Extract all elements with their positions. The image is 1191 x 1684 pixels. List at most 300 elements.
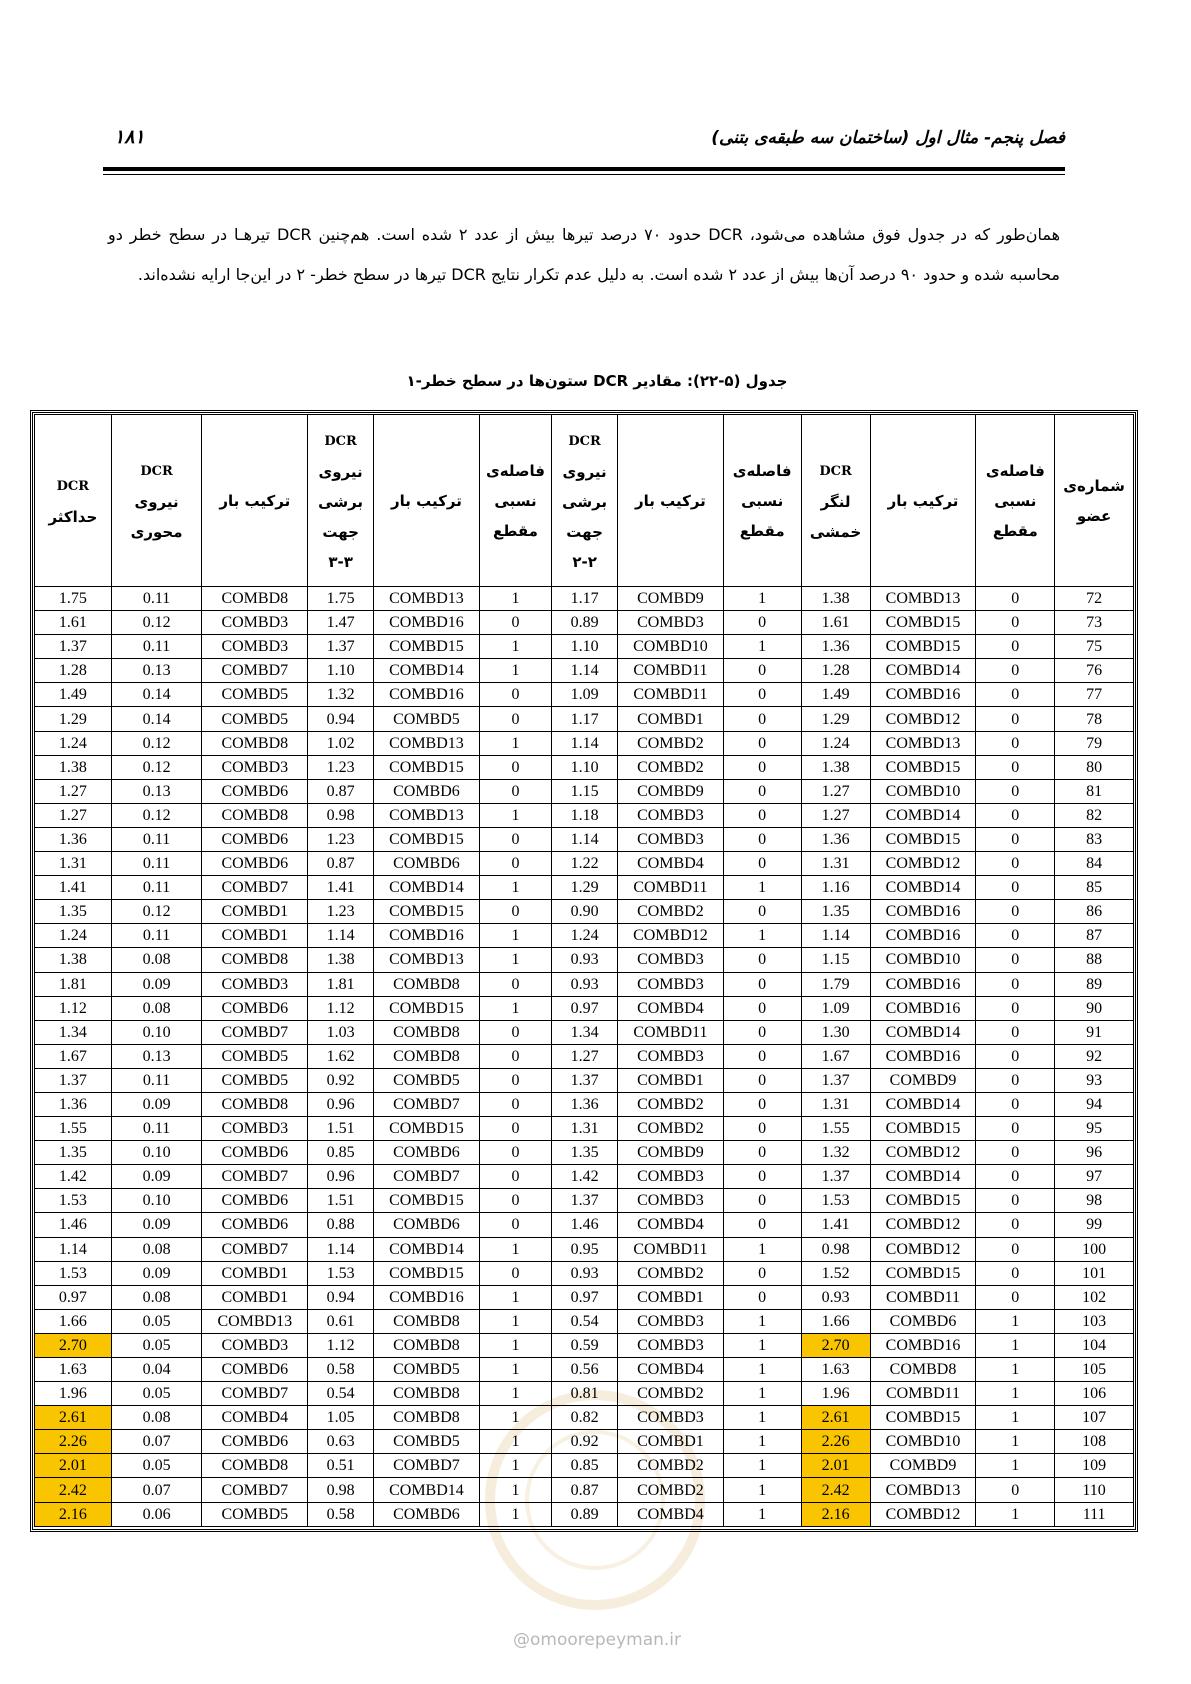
- table-cell: 0.09: [111, 1213, 202, 1237]
- column-header-line: نسبی: [994, 491, 1037, 510]
- table-cell: COMBD3: [618, 827, 724, 851]
- chapter-title: فصل پنجم- مثال اول (ساختمان سه طبقه‌ی بتنی): [711, 128, 1065, 148]
- table-cell: COMBD6: [374, 1213, 480, 1237]
- table-cell: COMBD5: [202, 1068, 308, 1092]
- table-cell: 0.13: [111, 659, 202, 683]
- column-header-line: برشی: [318, 492, 364, 511]
- table-cell: 1.41: [308, 876, 374, 900]
- table-cell: 87: [1055, 924, 1134, 948]
- table-cell: COMBD12: [870, 1141, 976, 1165]
- table-cell: 104: [1055, 1333, 1134, 1357]
- table-cell: 1: [479, 587, 551, 611]
- table-cell: 0: [723, 1189, 801, 1213]
- table-cell: COMBD12: [870, 707, 976, 731]
- table-cell: COMBD3: [618, 1309, 724, 1333]
- table-cell: 1: [976, 1454, 1055, 1478]
- table-cell: 0: [479, 1213, 551, 1237]
- table-row: [35, 1189, 1134, 1213]
- table-cell: 1: [479, 924, 551, 948]
- table-cell: COMBD13: [374, 803, 480, 827]
- table-cell: 1.53: [308, 1261, 374, 1285]
- page-number: ۱۸۱: [114, 126, 145, 148]
- table-cell: 0: [479, 779, 551, 803]
- table-cell: 0: [976, 755, 1055, 779]
- table-cell: COMBD7: [202, 1382, 308, 1406]
- table-cell: 1.05: [308, 1406, 374, 1430]
- table-row: [35, 996, 1134, 1020]
- column-header-line: خمشی: [809, 522, 862, 541]
- table-cell: COMBD10: [870, 779, 976, 803]
- column-header-line: مقطع: [739, 521, 785, 540]
- table-cell: COMBD15: [374, 1117, 480, 1141]
- table-cell: 1.38: [801, 755, 870, 779]
- table-cell: 1.15: [552, 779, 618, 803]
- table-cell: 2.70: [801, 1333, 870, 1357]
- column-header-line: مقطع: [992, 521, 1038, 540]
- column-header: [374, 415, 480, 587]
- table-cell: 1.96: [801, 1382, 870, 1406]
- table-cell: 0: [976, 948, 1055, 972]
- table-row: [35, 611, 1134, 635]
- table-cell: 0.13: [111, 779, 202, 803]
- table-cell: 1.53: [35, 1261, 112, 1285]
- table-cell: COMBD2: [618, 900, 724, 924]
- table-cell: 1.32: [308, 683, 374, 707]
- table-cell: COMBD9: [618, 1141, 724, 1165]
- table-cell: COMBD3: [202, 755, 308, 779]
- table-cell: COMBD4: [202, 1406, 308, 1430]
- table-row: [35, 972, 1134, 996]
- table-cell: 0.08: [111, 948, 202, 972]
- table-cell: 0: [723, 1092, 801, 1116]
- table-cell: 91: [1055, 1020, 1134, 1044]
- table-cell: COMBD5: [202, 1502, 308, 1526]
- table-cell: 0: [723, 755, 801, 779]
- table-cell: 0: [976, 707, 1055, 731]
- table-cell: COMBD8: [202, 948, 308, 972]
- table-cell: 0.09: [111, 1092, 202, 1116]
- table-cell: 0: [976, 1117, 1055, 1141]
- table-cell: 0: [976, 1044, 1055, 1068]
- table-cell: COMBD14: [374, 1478, 480, 1502]
- table-cell: COMBD8: [374, 1406, 480, 1430]
- table-row: [35, 587, 1134, 611]
- table-cell: 1.23: [308, 900, 374, 924]
- table-cell: 0: [976, 731, 1055, 755]
- table-cell: 2.16: [801, 1502, 870, 1526]
- table-cell: 0.95: [552, 1237, 618, 1261]
- table-cell: 0.85: [552, 1454, 618, 1478]
- table-row: [35, 803, 1134, 827]
- table-cell: 0.07: [111, 1478, 202, 1502]
- table-cell: 1.36: [801, 635, 870, 659]
- table-cell: 77: [1055, 683, 1134, 707]
- table-cell: COMBD8: [202, 587, 308, 611]
- table-row: [35, 1141, 1134, 1165]
- column-header-line: لنگر: [820, 492, 851, 511]
- table-cell: COMBD3: [202, 611, 308, 635]
- table-cell: COMBD1: [202, 900, 308, 924]
- table-cell: COMBD15: [374, 755, 480, 779]
- table-cell: 1: [723, 587, 801, 611]
- column-header: [976, 415, 1055, 587]
- table-cell: COMBD3: [202, 1333, 308, 1357]
- table-cell: COMBD7: [202, 1478, 308, 1502]
- table-cell: 1: [479, 1333, 551, 1357]
- table-cell: 1: [723, 1430, 801, 1454]
- column-header-line: ۲-۲: [572, 552, 597, 571]
- table-cell: 0: [723, 996, 801, 1020]
- table-cell: 0.09: [111, 972, 202, 996]
- table-row: [35, 707, 1134, 731]
- table-cell: 1.27: [35, 779, 112, 803]
- table-cell: COMBD3: [618, 611, 724, 635]
- column-header: [202, 415, 308, 587]
- table-cell: 1: [479, 1237, 551, 1261]
- dcr-table: [34, 414, 1134, 1527]
- table-cell: 1: [976, 1430, 1055, 1454]
- table-cell: 1.12: [308, 1333, 374, 1357]
- table-cell: 1.10: [552, 635, 618, 659]
- column-header-line: نیروی: [134, 492, 179, 511]
- table-cell: 88: [1055, 948, 1134, 972]
- table-cell: 0.12: [111, 755, 202, 779]
- table-cell: 0.54: [552, 1309, 618, 1333]
- table-cell: COMBD10: [870, 1430, 976, 1454]
- table-cell: 1.12: [308, 996, 374, 1020]
- table-cell: 1: [723, 924, 801, 948]
- table-cell: 1: [479, 1285, 551, 1309]
- table-cell: 0: [976, 1189, 1055, 1213]
- column-header: [35, 415, 112, 587]
- table-cell: 0.85: [308, 1141, 374, 1165]
- table-cell: 1: [479, 1382, 551, 1406]
- table-cell: COMBD5: [202, 1044, 308, 1068]
- table-cell: 0: [723, 611, 801, 635]
- table-cell: 0.11: [111, 587, 202, 611]
- table-cell: 1: [976, 1382, 1055, 1406]
- table-cell: 0: [976, 1141, 1055, 1165]
- table-cell: 1.35: [35, 900, 112, 924]
- table-cell: COMBD6: [374, 1502, 480, 1526]
- table-cell: 1.27: [801, 779, 870, 803]
- table-cell: 0.10: [111, 1020, 202, 1044]
- table-cell: 1.15: [801, 948, 870, 972]
- table-cell: 1.75: [308, 587, 374, 611]
- table-cell: COMBD15: [374, 900, 480, 924]
- table-cell: COMBD16: [374, 611, 480, 635]
- table-cell: 72: [1055, 587, 1134, 611]
- column-header-line: فاصله‌ی: [985, 461, 1045, 480]
- table-cell: 1: [479, 1478, 551, 1502]
- table-cell: 0: [976, 683, 1055, 707]
- table-cell: 0: [479, 1068, 551, 1092]
- table-cell: COMBD1: [618, 1068, 724, 1092]
- table-cell: 1: [723, 1309, 801, 1333]
- table-cell: COMBD5: [202, 707, 308, 731]
- table-cell: 0.04: [111, 1358, 202, 1382]
- table-cell: COMBD15: [374, 635, 480, 659]
- table-cell: 1.81: [308, 972, 374, 996]
- table-cell: 1.47: [308, 611, 374, 635]
- table-cell: 1.28: [35, 659, 112, 683]
- table-cell: 111: [1055, 1502, 1134, 1526]
- table-cell: 0: [976, 876, 1055, 900]
- table-cell: 1.10: [308, 659, 374, 683]
- table-cell: 0: [479, 1141, 551, 1165]
- table-cell: 2.70: [35, 1333, 112, 1357]
- table-cell: COMBD2: [618, 1092, 724, 1116]
- table-cell: 2.16: [35, 1502, 112, 1526]
- table-row: [35, 1213, 1134, 1237]
- column-header: [479, 415, 551, 587]
- table-cell: 0: [723, 1285, 801, 1309]
- table-cell: 0.51: [308, 1454, 374, 1478]
- table-cell: COMBD15: [374, 996, 480, 1020]
- column-header-line: فاصله‌ی: [732, 461, 792, 480]
- table-cell: 1: [479, 1454, 551, 1478]
- table-cell: COMBD8: [202, 803, 308, 827]
- table-cell: 0.87: [552, 1478, 618, 1502]
- table-cell: 1.37: [35, 1068, 112, 1092]
- table-cell: COMBD5: [202, 683, 308, 707]
- table-cell: 0: [479, 1044, 551, 1068]
- table-cell: COMBD12: [870, 1502, 976, 1526]
- table-cell: COMBD13: [870, 587, 976, 611]
- table-cell: 0.94: [308, 707, 374, 731]
- table-row: [35, 1502, 1134, 1526]
- table-cell: COMBD16: [374, 683, 480, 707]
- column-header-line: عضو: [1076, 506, 1112, 525]
- table-cell: 75: [1055, 635, 1134, 659]
- table-cell: COMBD3: [202, 972, 308, 996]
- table-cell: 0: [723, 852, 801, 876]
- table-cell: 0: [723, 972, 801, 996]
- table-cell: 1: [723, 1454, 801, 1478]
- table-cell: 0.63: [308, 1430, 374, 1454]
- table-cell: 1.37: [552, 1189, 618, 1213]
- table-cell: 0.89: [552, 1502, 618, 1526]
- table-cell: 98: [1055, 1189, 1134, 1213]
- table-cell: COMBD6: [202, 1189, 308, 1213]
- table-cell: COMBD13: [374, 587, 480, 611]
- table-row: [35, 1068, 1134, 1092]
- table-cell: 2.61: [35, 1406, 112, 1430]
- table-cell: 2.26: [801, 1430, 870, 1454]
- table-cell: 1.09: [801, 996, 870, 1020]
- table-cell: 105: [1055, 1358, 1134, 1382]
- table-cell: 0.11: [111, 876, 202, 900]
- column-header-line: نیروی: [562, 462, 607, 481]
- table-cell: 1.41: [801, 1213, 870, 1237]
- body-paragraph: همان‌طور که در جدول فوق مشاهده می‌شود، DCR حدود ۷۰ درصد تیرها بیش از عدد ۲ شده است. هم‌چنین DCR تیرهـا در سطح خطر دو محاسبه شده و حدود ۹۰ درصد آن‌ها بیش از عدد ۲ شده است. به دلیل عدم تکرار نتایج DCR تیرها در سطح خطر- ۲ در این‌جا ارایه نشده‌اند.: [108, 225, 1061, 284]
- table-cell: COMBD13: [374, 731, 480, 755]
- table-cell: 0.93: [552, 972, 618, 996]
- table-row: [35, 1454, 1134, 1478]
- table-cell: 0: [976, 659, 1055, 683]
- table-row: [35, 1478, 1134, 1502]
- table-row: [35, 779, 1134, 803]
- table-cell: COMBD15: [870, 1261, 976, 1285]
- table-cell: 1: [479, 635, 551, 659]
- table-cell: 0.11: [111, 827, 202, 851]
- table-cell: COMBD16: [870, 1044, 976, 1068]
- table-cell: 0.58: [308, 1358, 374, 1382]
- table-cell: COMBD14: [870, 1020, 976, 1044]
- table-cell: 0: [976, 611, 1055, 635]
- table-cell: 0: [479, 972, 551, 996]
- table-cell: COMBD15: [374, 1189, 480, 1213]
- table-cell: 1.46: [552, 1213, 618, 1237]
- column-header: [111, 415, 202, 587]
- table-cell: 0.11: [111, 924, 202, 948]
- table-cell: 0.98: [801, 1237, 870, 1261]
- table-cell: 0: [479, 1261, 551, 1285]
- column-header-line: محوری: [130, 522, 183, 541]
- table-cell: 1: [479, 876, 551, 900]
- table-cell: COMBD7: [374, 1092, 480, 1116]
- table-cell: 1.14: [801, 924, 870, 948]
- table-cell: 1: [479, 1502, 551, 1526]
- table-cell: COMBD8: [374, 1309, 480, 1333]
- table-cell: COMBD5: [374, 1358, 480, 1382]
- table-cell: COMBD16: [870, 683, 976, 707]
- table-cell: 0.58: [308, 1502, 374, 1526]
- table-cell: 1.23: [308, 755, 374, 779]
- table-cell: 0: [976, 1285, 1055, 1309]
- table-cell: 1.37: [801, 1068, 870, 1092]
- table-cell: 0.06: [111, 1502, 202, 1526]
- table-cell: 1.37: [35, 635, 112, 659]
- column-header: [618, 415, 724, 587]
- table-cell: COMBD4: [618, 852, 724, 876]
- table-cell: COMBD16: [374, 1285, 480, 1309]
- column-header: [723, 415, 801, 587]
- table-cell: 1.35: [35, 1141, 112, 1165]
- table-cell: 1.14: [308, 924, 374, 948]
- table-cell: COMBD4: [618, 1502, 724, 1526]
- table-cell: 1.29: [552, 876, 618, 900]
- table-cell: 1.38: [35, 948, 112, 972]
- table-cell: COMBD14: [870, 1165, 976, 1189]
- table-cell: 73: [1055, 611, 1134, 635]
- table-cell: 0: [723, 1117, 801, 1141]
- column-header: [801, 415, 870, 587]
- table-cell: 1: [723, 1237, 801, 1261]
- table-cell: COMBD11: [618, 659, 724, 683]
- table-cell: 1.38: [308, 948, 374, 972]
- table-cell: 0: [976, 924, 1055, 948]
- table-cell: 0: [976, 635, 1055, 659]
- table-cell: 85: [1055, 876, 1134, 900]
- table-cell: 1.03: [308, 1020, 374, 1044]
- table-cell: 0: [723, 731, 801, 755]
- table-cell: 0: [976, 852, 1055, 876]
- table-cell: 0.07: [111, 1430, 202, 1454]
- table-cell: COMBD2: [618, 731, 724, 755]
- table-cell: 1.79: [801, 972, 870, 996]
- table-cell: COMBD15: [870, 1189, 976, 1213]
- table-cell: COMBD6: [870, 1309, 976, 1333]
- table-cell: 82: [1055, 803, 1134, 827]
- table-cell: 1.24: [35, 924, 112, 948]
- dcr-table-frame: [30, 410, 1138, 1532]
- table-cell: COMBD8: [374, 1382, 480, 1406]
- table-row: [35, 1430, 1134, 1454]
- column-header-line: DCR: [56, 478, 90, 494]
- table-cell: COMBD6: [202, 996, 308, 1020]
- table-cell: 0: [479, 1117, 551, 1141]
- column-header-line: ترکیب بار: [635, 491, 706, 510]
- table-cell: 1.67: [801, 1044, 870, 1068]
- table-cell: COMBD3: [618, 948, 724, 972]
- table-cell: 0.87: [308, 779, 374, 803]
- table-cell: 1.14: [35, 1237, 112, 1261]
- table-cell: 106: [1055, 1382, 1134, 1406]
- table-cell: 0.11: [111, 852, 202, 876]
- table-cell: 1.55: [35, 1117, 112, 1141]
- table-cell: COMBD16: [870, 1333, 976, 1357]
- table-cell: 1.38: [801, 587, 870, 611]
- table-cell: 0: [976, 779, 1055, 803]
- table-cell: 1.31: [552, 1117, 618, 1141]
- table-cell: 99: [1055, 1213, 1134, 1237]
- table-cell: 1: [723, 1406, 801, 1430]
- table-caption: جدول (۵-۲۲): مقادیر DCR ستون‌ها در سطح خطر-۱: [406, 372, 788, 390]
- table-cell: 1.09: [552, 683, 618, 707]
- table-cell: 0.96: [308, 1092, 374, 1116]
- table-cell: 1: [723, 876, 801, 900]
- table-cell: 0.96: [308, 1165, 374, 1189]
- table-cell: 2.01: [801, 1454, 870, 1478]
- table-cell: COMBD5: [374, 1068, 480, 1092]
- table-cell: 1.27: [801, 803, 870, 827]
- table-cell: COMBD1: [618, 707, 724, 731]
- table-cell: 0.12: [111, 803, 202, 827]
- table-row: [35, 1092, 1134, 1116]
- table-cell: 1.51: [308, 1117, 374, 1141]
- table-cell: 0.09: [111, 1165, 202, 1189]
- table-cell: 0: [479, 1189, 551, 1213]
- table-row: [35, 1020, 1134, 1044]
- table-cell: 1.63: [801, 1358, 870, 1382]
- table-cell: COMBD14: [870, 659, 976, 683]
- table-cell: COMBD1: [202, 1285, 308, 1309]
- table-cell: 0.12: [111, 900, 202, 924]
- table-cell: 1: [976, 1358, 1055, 1382]
- table-row: [35, 1406, 1134, 1430]
- table-cell: COMBD16: [374, 924, 480, 948]
- table-cell: 102: [1055, 1285, 1134, 1309]
- table-cell: 1.51: [308, 1189, 374, 1213]
- table-cell: COMBD10: [870, 948, 976, 972]
- table-cell: 0: [723, 1020, 801, 1044]
- table-cell: 0.14: [111, 683, 202, 707]
- table-cell: 1.49: [801, 683, 870, 707]
- table-cell: 1.55: [801, 1117, 870, 1141]
- table-cell: 1.14: [552, 659, 618, 683]
- table-cell: 1: [976, 1502, 1055, 1526]
- table-cell: 0: [479, 827, 551, 851]
- table-row: [35, 948, 1134, 972]
- table-cell: COMBD13: [202, 1309, 308, 1333]
- table-cell: COMBD5: [374, 707, 480, 731]
- table-cell: 1.37: [552, 1068, 618, 1092]
- table-cell: 0.14: [111, 707, 202, 731]
- table-cell: 1: [479, 1406, 551, 1430]
- table-cell: 86: [1055, 900, 1134, 924]
- column-header-line: ترکیب بار: [391, 491, 462, 510]
